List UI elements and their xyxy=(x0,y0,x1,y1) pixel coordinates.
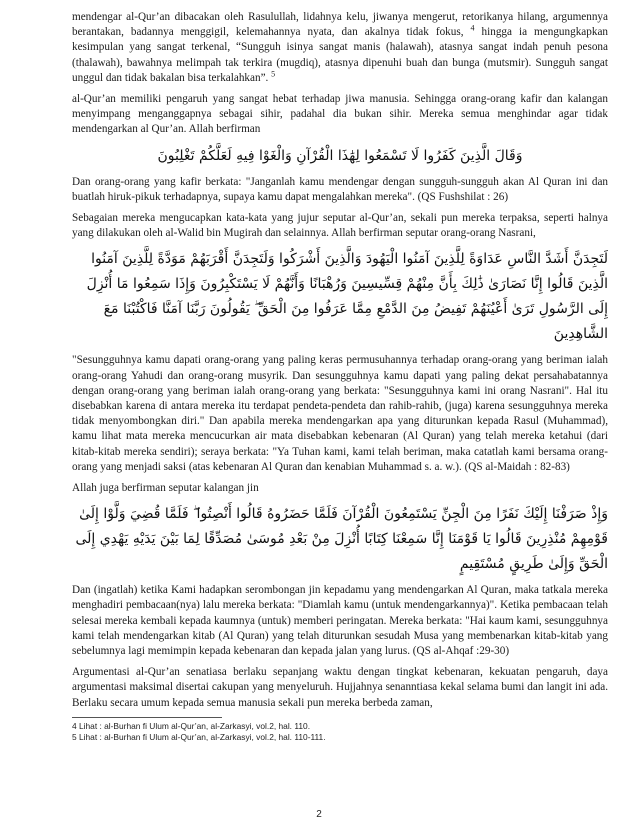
paragraph-argumentation: Argumentasi al-Qur’an senatiasa berlaku sepanjang waktu dengan tingkat kebenaran, kekuatan pengaruh, daya argumentasi maksimal disertai cakupan yang menyeluruh. Hujjahnya senanntiasa kekal selama bumi dan langit ini ada. Berlaku secara umum kepada semua manusia sekali pun mereka berbeda zaman, xyxy=(72,666,608,709)
paragraph-jin-intro: Allah juga berfirman seputar kalangan jin xyxy=(72,482,259,495)
footnote-divider xyxy=(72,717,222,718)
paragraph-walid xyxy=(72,10,608,86)
paragraph-text-cont: hingga ia mengungkapkan kesimpulan yang sangat terkenal, “Sungguh isinya sangat manis (halawah), atasnya sangat indah penuh pesona (thalawah), bawahnya melimpah tak terkira (mugdiq), atasnya dipenuhi buah dan bunga (mutsmir). Sungguh sangat unggul dan tidak bakalan bisa terkalahkan”. xyxy=(72,26,609,84)
paragraph-influence: al-Qur’an memiliki pengaruh yang sangat hebat terhadap jiwa manusia. Sehingga orang-orang kafir dan kalangan menyimpang menganggapnya sebagai sihir, padahal dia bukan sihir. Mereka semua menghindar agar tidak mendengarkan al Qur’an. Allah berfirman xyxy=(72,93,608,136)
footnote-ref-4[interactable]: 4 xyxy=(470,23,475,33)
translation-fushshilat: Dan orang-orang yang kafir berkata: "Janganlah kamu mendengar dengan sungguh-sungguh akan Al Quran ini dan buatlah hiruk-pikuk terhadapnya, supaya kamu dapat mengalahkan mereka". (QS Fushshilat : 26) xyxy=(72,175,608,203)
page-number: 2 xyxy=(316,809,322,820)
translation-maidah: "Sesungguhnya kamu dapati orang-orang yang paling keras permusuhannya terhadap orang-orang yang beriman ialah orang-orang Yahudi dan orang-orang musyrik. Dan sesungguhnya kamu dapati yang paling dekat persahabatannya dengan orang-orang yang beriman ialah orang-orang yang berkata: "Sesungguhnya kami ini orang Nasrani". Hal itu disebabkan karena di antara mereka itu terdapat pendeta-pendeta dan rahib-rahib, (juga) karena sesungguhnya mereka tidak menyombongkan diri." Dan apabila mereka mendengarkan apa yang diturunkan kepada Rasul (Muhammad), kamu lihat mata mereka mencucurkan air mata disebabkan kebenaran (Al Quran) yang telah mereka ketahui (dari kitab-kitab mereka sendiri); seraya berkata: "Ya Tuhan kami, kami telah beriman, maka catatlah kami bersama orang-orang yang menjadi saksi (atas kebenaran Al Quran dan kenabian Muhammad s. a. w.). (QS al-Maidah : 82-83) xyxy=(72,354,608,473)
footnote-5: 5 Lihat : al-Burhan fi Ulum al-Qur’an, al-Zarkasyi, vol.2, hal. 110-111. xyxy=(72,731,326,742)
translation-ahqaf: Dan (ingatlah) ketika Kami hadapkan serombongan jin kepadamu yang mendengarkan Al Quran, maka tatkala mereka menghadiri pembacaan(nya) lalu mereka berkata: "Diamlah kamu (untuk mendengarkannya)". Ketika pembacaan telah selesai mereka kembali kepada kaumnya (untuk) memberi peringatan. Mereka berkata: "Hai kaum kami, sesungguhnya kami telah mendengarkan kitab (Al Quran) yang telah diturunkan sesudah Musa yang membenarkan kitab-kitab yang sebelumnya lagi memimpin kepada kebenaran dan kepada jalan yang lurus. (QS al-Ahqaf :29-30) xyxy=(72,584,608,658)
quran-verse-ahqaf: وَإِذْ صَرَفْنَا إِلَيْكَ نَفَرًا مِنَ الْجِنِّ يَسْتَمِعُونَ الْقُرْآنَ فَلَمَّا حَضَرُوهُ قَالُوا أَنْصِتُوا ۖ فَلَمَّا قُضِيَ وَلَّوْا إِلَىٰ قَوْمِهِمْ مُنْذِرِينَ قَالُوا يَا قَوْمَنَا إِنَّا سَمِعْنَا كِتَابًا أُنْزِلَ مِنْ بَعْدِ مُوسَىٰ مُصَدِّقًا لِمَا بَيْنَ يَدَيْهِ يَهْدِي إِلَى الْحَقِّ وَإِلَىٰ طَرِيقٍ مُسْتَقِيمٍ xyxy=(75,506,608,573)
quran-verse-maidah: لَتَجِدَنَّ أَشَدَّ النَّاسِ عَدَاوَةً لِلَّذِينَ آمَنُوا الْيَهُودَ وَالَّذِينَ أَشْرَكُوا وَلَتَجِدَنَّ أَقْرَبَهُمْ مَوَدَّةً لِلَّذِينَ آمَنُوا الَّذِينَ قَالُوا إِنَّا نَصَارَىٰ ذَٰلِكَ بِأَنَّ مِنْهُمْ قِسِّيسِينَ وَرُهْبَانًا وَأَنَّهُمْ لَا يَسْتَكْبِرُونَ وَإِذَا سَمِعُوا مَا أُنْزِلَ إِلَى الرَّسُولِ تَرَىٰ أَعْيُنَهُمْ تَفِيضُ مِنَ الدَّمْعِ مِمَّا عَرَفُوا مِنَ الْحَقِّ ۖ يَقُولُونَ رَبَّنَا آمَنَّا فَاكْتُبْنَا مَعَ الشَّاهِدِينَ xyxy=(86,251,608,343)
paragraph-text: mendengar al-Qur’an dibacakan oleh Rasulullah, lidahnya kelu, jiwanya mengerut, retorikanya hilang, argumennya berantakan, badannya menggigil, kelemahannya nyata, dan akalnya tidak fokus, xyxy=(72,11,608,39)
footnote-4: 4 Lihat : al-Burhan fi Ulum al-Qur’an, al-Zarkasyi, vol.2, hal. 110. xyxy=(72,720,311,731)
quran-verse-fushshilat: وَقَالَ الَّذِينَ كَفَرُوا لَا تَسْمَعُوا لِهَٰذَا الْقُرْآنِ وَالْغَوْا فِيهِ لَعَلَّكُمْ تَغْلِبُونَ xyxy=(157,147,523,164)
footnote-ref-5[interactable]: 5 xyxy=(271,69,276,79)
paragraph-nasrani: Sebagaian mereka mengucapkan kata-kata yang jujur seputar al-Qur’an, sekali pun mereka terpaksa, seperti halnya yang dilakukan oleh al-Walid bin Mugirah dan selainnya. Allah berfirman seputar orang-orang Nasrani, xyxy=(72,212,608,240)
document-body xyxy=(72,10,608,743)
